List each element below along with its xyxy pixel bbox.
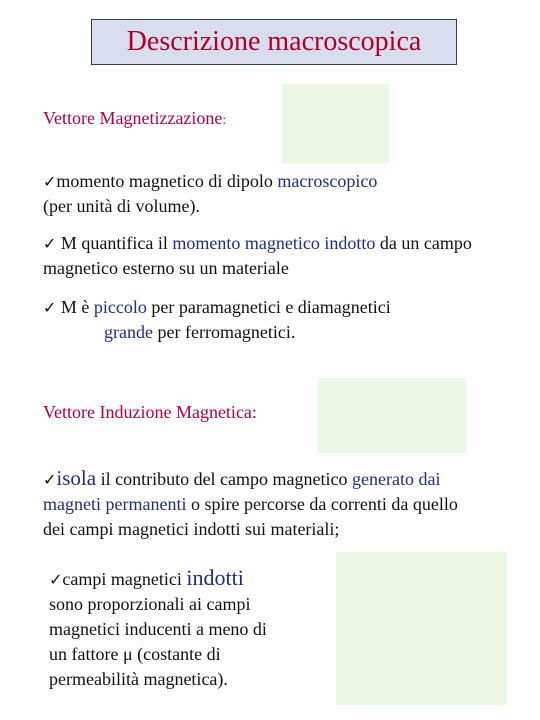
check-mark-icon: ✓ <box>43 172 57 191</box>
bullet-highlight: isola <box>56 466 97 490</box>
bullet-text-line2: (per unità di volume). <box>43 196 200 216</box>
bullet-highlight: grande <box>104 322 153 342</box>
bullet-isolates-contribution <box>43 466 538 542</box>
check-mark-icon: ✓ <box>49 570 63 589</box>
title-box <box>91 19 457 65</box>
bullet-highlight: momento magnetico indotto <box>172 233 376 253</box>
bullet-text-line3: magnetici inducenti a meno di <box>49 619 267 639</box>
bullet-text-line2: sono proporzionali ai campi <box>49 594 251 614</box>
heading-text: Vettore Induzione Magnetica <box>43 402 252 422</box>
section-heading-induction <box>43 402 257 423</box>
bullet-text: da un campo <box>375 233 472 253</box>
check-mark-icon: ✓ <box>43 298 57 317</box>
bullet-induced-fields <box>49 565 334 692</box>
heading-colon: : <box>222 113 227 128</box>
bullet-text: M quantifica il <box>56 233 173 253</box>
bullet-text-line2: magnetico esterno su un materiale <box>43 258 289 278</box>
heading-text: Vettore Magnetizzazione <box>43 108 223 128</box>
bullet-text: M è <box>56 297 94 317</box>
heading-colon: : <box>251 402 257 422</box>
bullet-text: il contributo del campo magnetico <box>96 469 353 489</box>
bullet-text: per ferromagnetici. <box>152 322 296 342</box>
page-title: Descrizione macroscopica <box>126 26 422 57</box>
bullet-highlight: macroscopico <box>277 171 378 191</box>
bullet-text: campi magnetici <box>62 569 187 589</box>
bullet-highlight: piccolo <box>93 297 147 317</box>
bullet-induced-moment <box>43 231 538 281</box>
bullet-text: o spire percorse da correnti da quello <box>186 494 458 514</box>
bullet-text-line4: un fattore μ (costante di <box>49 644 221 664</box>
bullet-highlight: magneti permanenti <box>43 494 187 514</box>
formula-box-permeability <box>336 552 507 705</box>
check-mark-icon: ✓ <box>43 234 57 253</box>
bullet-text-line5: permeabilità magnetica). <box>49 669 228 689</box>
section-heading-magnetization <box>43 108 226 129</box>
formula-box-magnetization <box>282 84 389 163</box>
bullet-dipole-moment <box>43 169 513 219</box>
check-mark-icon: ✓ <box>43 470 57 489</box>
formula-box-induction <box>318 378 466 453</box>
bullet-text-line3: dei campi magnetici indotti sui materiali; <box>43 519 340 539</box>
bullet-highlight: indotti <box>186 565 244 590</box>
bullet-highlight: generato dai <box>352 469 441 489</box>
bullet-text: per paramagnetici e diamagnetici <box>146 297 391 317</box>
bullet-material-types <box>43 295 513 345</box>
bullet-text: momento magnetico di dipolo <box>56 171 278 191</box>
